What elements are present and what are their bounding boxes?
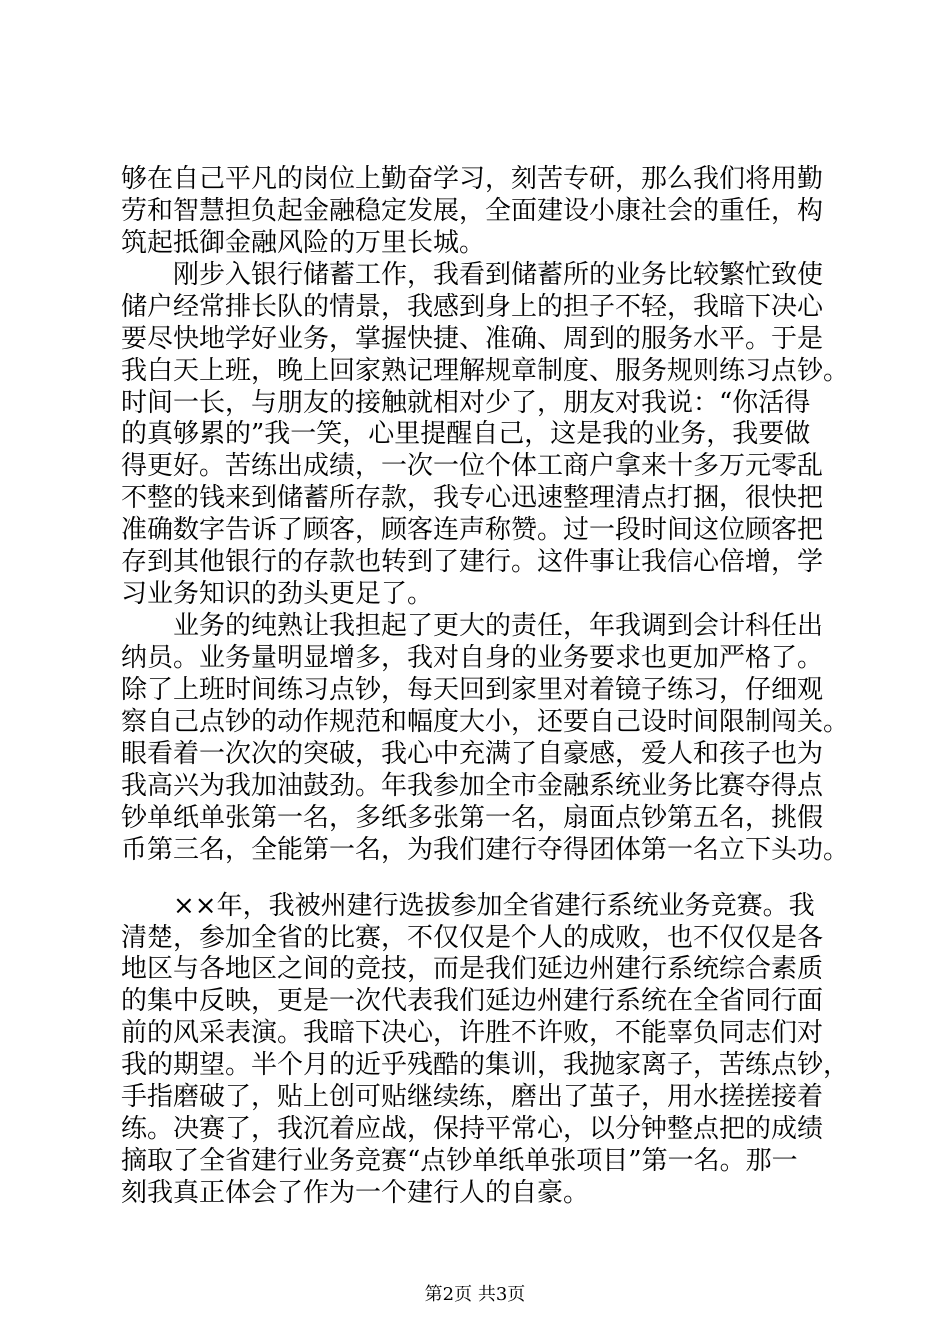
- text-line: 我的期望。半个月的近乎残酷的集训，我抛家离子，苦练点钞，: [121, 1050, 850, 1080]
- text-line: 劳和智慧担负起金融稳定发展，全面建设小康社会的重任，构: [121, 196, 824, 226]
- text-line: ××年，我被州建行选拔参加全省建行系统业务竞赛。我: [121, 891, 815, 921]
- text-line: 刻我真正体会了作为一个建行人的自豪。: [121, 1178, 590, 1208]
- text-line: 的集中反映，更是一次代表我们延边州建行系统在全省同行面: [121, 986, 824, 1016]
- text-line: 得更好。苦练出成绩，一次一位个体工商户拿来十多万元零乱: [121, 451, 824, 481]
- text-line: 储户经常排长队的情景，我感到身上的担子不轻，我暗下决心: [121, 292, 824, 322]
- text-line: 要尽快地学好业务，掌握快捷、准确、周到的服务水平。于是: [121, 324, 824, 354]
- text-line: 的真够累的”我一笑，心里提醒自己，这是我的业务，我要做: [121, 419, 811, 449]
- text-line: 钞单纸单张第一名，多纸多张第一名，扇面点钞第五名，挑假: [121, 803, 824, 833]
- text-line: 摘取了全省建行业务竞赛“点钞单纸单张项目”第一名。那一: [121, 1146, 798, 1176]
- text-line: 手指磨破了，贴上创可贴继续练，磨出了茧子，用水搓搓接着: [121, 1082, 824, 1112]
- text-line: 眼看着一次次的突破，我心中充满了自豪感，爱人和孩子也为: [121, 739, 824, 769]
- text-line: 准确数字告诉了顾客，顾客连声称赞。过一段时间这位顾客把: [121, 515, 824, 545]
- text-line: 清楚，参加全省的比赛，不仅仅是个人的成败，也不仅仅是各: [121, 923, 824, 953]
- text-line: 习业务知识的劲头更足了。: [121, 579, 434, 609]
- text-line: 除了上班时间练习点钞，每天回到家里对着镜子练习，仔细观: [121, 675, 824, 705]
- text-line: 练。决赛了，我沉着应战，保持平常心，以分钟整点把的成绩: [121, 1114, 824, 1144]
- text-line: 时间一长，与朋友的接触就相对少了，朋友对我说：“你活得: [121, 388, 811, 418]
- text-line: 刚步入银行储蓄工作，我看到储蓄所的业务比较繁忙致使: [121, 260, 824, 290]
- text-line: 地区与各地区之间的竞技，而是我们延边州建行系统综合素质: [121, 954, 824, 984]
- text-line: 筑起抵御金融风险的万里长城。: [121, 228, 486, 258]
- text-line: 我白天上班，晚上回家熟记理解规章制度、服务规则练习点钞。: [121, 356, 850, 386]
- text-line: 纳员。业务量明显增多，我对自身的业务要求也更加严格了。: [121, 643, 824, 673]
- text-line: 我高兴为我加油鼓劲。年我参加全市金融系统业务比赛夺得点: [121, 771, 824, 801]
- page-footer: 第2页 共3页: [424, 1284, 526, 1305]
- text-line: 不整的钱来到储蓄所存款，我专心迅速整理清点打捆，很快把: [121, 483, 824, 513]
- text-line: 察自己点钞的动作规范和幅度大小，还要自己设时间限制闯关。: [121, 707, 850, 737]
- text-line: 业务的纯熟让我担起了更大的责任，年我调到会计科任出: [121, 611, 824, 641]
- text-line: 币第三名，全能第一名，为我们建行夺得团体第一名立下头功。: [121, 835, 850, 865]
- text-line: 够在自己平凡的岗位上勤奋学习，刻苦专研，那么我们将用勤: [121, 164, 824, 194]
- text-line: 前的风采表演。我暗下决心，许胜不许败，不能辜负同志们对: [121, 1018, 824, 1048]
- text-line: 存到其他银行的存款也转到了建行。这件事让我信心倍增，学: [121, 547, 824, 577]
